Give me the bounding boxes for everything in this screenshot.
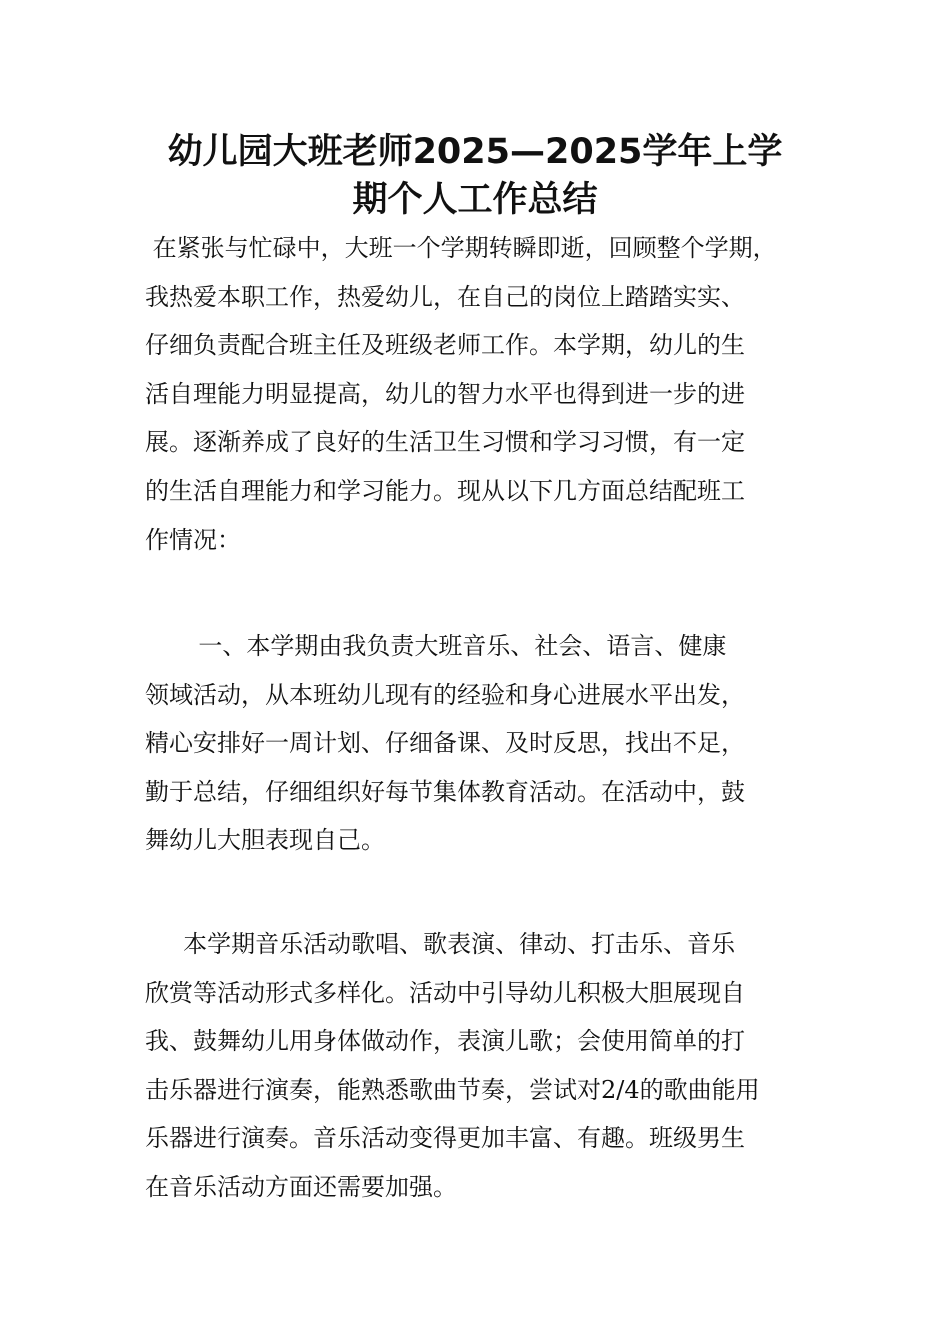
paragraph-section-one <box>145 622 817 865</box>
paragraph-line: 一、本学期由我负责大班音乐、社会、语言、健康 <box>145 632 727 660</box>
paragraph-line: 精心安排好一周计划、仔细备课、及时反思，找出不足， <box>145 729 745 758</box>
paragraph-line: 在紧张与忙碌中，大班一个学期转瞬即逝，回顾整个学期， <box>145 234 777 262</box>
paragraph-line: 展。逐渐养成了良好的生活卫生习惯和学习习惯，有一定 <box>145 428 745 457</box>
paragraph-line: 领域活动，从本班幼儿现有的经验和身心进展水平出发， <box>145 680 745 709</box>
paragraph-line: 作情况： <box>145 525 241 554</box>
paragraph-line: 欣赏等活动形式多样化。活动中引导幼儿积极大胆展现自 <box>145 978 745 1007</box>
paragraph-line: 我热爱本职工作，热爱幼儿，在自己的岗位上踏踏实实、 <box>145 282 745 311</box>
paragraph-line: 的生活自理能力和学习能力。现从以下几方面总结配班工 <box>145 476 745 505</box>
paragraph-line: 活自理能力明显提高，幼儿的智力水平也得到进一步的进 <box>145 379 745 408</box>
paragraph-line: 本学期音乐活动歌唱、歌表演、律动、打击乐、音乐 <box>145 930 736 958</box>
document-title-line-1: 幼儿园大班老师2025—2025学年上学 <box>167 132 783 172</box>
paragraph-line: 舞幼儿大胆表现自己。 <box>145 826 385 855</box>
paragraph-line: 我、鼓舞幼儿用身体做动作，表演儿歌；会使用简单的打 <box>145 1027 745 1056</box>
paragraph-line: 在音乐活动方面还需要加强。 <box>145 1172 457 1201</box>
paragraph-line: 乐器进行演奏。音乐活动变得更加丰富、有趣。班级男生 <box>145 1124 745 1153</box>
paragraph-line: 勤于总结，仔细组织好每节集体教育活动。在活动中，鼓 <box>145 777 745 806</box>
paragraph-line: 击乐器进行演奏，能熟悉歌曲节奏，尝试对2/4的歌曲能用 <box>145 1075 760 1104</box>
document-title-line-2: 期个人工作总结 <box>352 180 598 220</box>
paragraph-intro <box>145 224 817 564</box>
paragraph-line: 仔细负责配合班主任及班级老师工作。本学期，幼儿的生 <box>145 331 745 360</box>
paragraph-music-activities <box>145 920 817 1212</box>
